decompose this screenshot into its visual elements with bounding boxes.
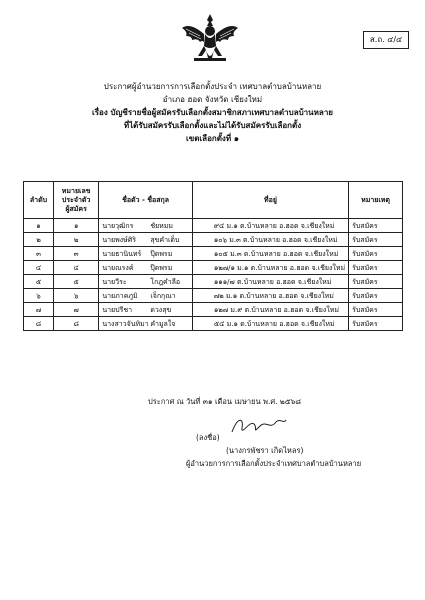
last-name: ปุ๊ดพรม xyxy=(150,249,173,258)
last-name: ดวงสุข xyxy=(150,305,172,314)
address-text: ๑๒๗/๑ ม.๑ ต.บ้านหลาย อ.ฮอด จ.เชียงใหม่ xyxy=(213,263,346,272)
row-no: ๘ xyxy=(24,317,54,331)
row-note: รับสมัคร xyxy=(349,303,403,317)
header-address: ที่อยู่ xyxy=(192,182,348,219)
row-candidate-number: ๘ xyxy=(54,317,99,331)
header-line-2: อำเภอ ฮอด จังหวัด เชียงใหม่ xyxy=(162,95,263,104)
row-name xyxy=(99,219,193,233)
row-note: รับสมัคร xyxy=(349,233,403,247)
row-name xyxy=(99,289,193,303)
signatory-name: (นางกรพัชรา เกิดไหลร) xyxy=(226,446,304,455)
header-no: ลำดับ xyxy=(24,182,54,219)
handwritten-signature xyxy=(228,410,288,440)
candidate-rows xyxy=(24,219,403,331)
address-text: ๑๒๗ ม.๙ ต.บ้านหลาย อ.ฮอด จ.เชียงใหม่ xyxy=(213,305,339,314)
row-address xyxy=(192,247,348,261)
row-candidate-number: ๖ xyxy=(54,289,99,303)
table-row xyxy=(24,317,403,331)
row-note: รับสมัคร xyxy=(349,289,403,303)
row-name xyxy=(99,247,193,261)
row-address xyxy=(192,275,348,289)
header-line-3: เรื่อง บัญชีรายชื่อผู้สมัครรับเลือกตั้งสมาชิกสภาเทศบาลตำบลบ้านหลาย xyxy=(91,108,333,117)
first-name: นางสาวจันทิมา xyxy=(102,319,149,328)
header-line-4: ที่ได้รับสมัครรับเลือกตั้งและไม่ได้รับสมัครรับเลือกตั้ง xyxy=(123,121,302,130)
last-name: ปุ๊ดพรม xyxy=(150,263,173,272)
first-name: นายวุฒิกร xyxy=(102,221,134,230)
row-no: ๒ xyxy=(24,233,54,247)
table-row xyxy=(24,275,403,289)
header-number-line-2: ประจำตัว xyxy=(61,195,91,204)
last-name: คำมูลใจ xyxy=(150,319,176,328)
row-address xyxy=(192,261,348,275)
row-note: รับสมัคร xyxy=(349,219,403,233)
row-candidate-number: ๗ xyxy=(54,303,99,317)
table-row xyxy=(24,289,403,303)
signatory-position: ผู้อำนวยการการเลือกตั้งประจำเทศบาลตำบลบ้านหลาย xyxy=(186,459,362,468)
row-name xyxy=(99,317,193,331)
row-no: ๗ xyxy=(24,303,54,317)
announcement-date: ประกาศ ณ วันที่ ๓๑ เดือน เมษายน พ.ศ. ๒๕๖๘ xyxy=(148,397,302,406)
row-name xyxy=(99,275,193,289)
first-name: นายวีระ xyxy=(102,277,127,286)
row-candidate-number: ๕ xyxy=(54,275,99,289)
address-text: ๙๔ ม.๑ ต.บ้านหลาย อ.ฮอด จ.เชียงใหม่ xyxy=(213,221,335,230)
header-number-line-1: หมายเลข xyxy=(61,186,91,195)
row-no: ๖ xyxy=(24,289,54,303)
row-address xyxy=(192,317,348,331)
row-candidate-number: ๒ xyxy=(54,233,99,247)
row-no: ๔ xyxy=(24,261,54,275)
row-note: รับสมัคร xyxy=(349,261,403,275)
row-address xyxy=(192,233,348,247)
form-code-box: ส.ถ. ๔/๔ xyxy=(363,31,409,49)
header-note: หมายเหตุ xyxy=(349,182,403,219)
address-text: ๕๔ ม.๑ ต.บ้านหลาย อ.ฮอด จ.เชียงใหม่ xyxy=(213,319,335,328)
address-text: ๑๐๖ ม.๓ ต.บ้านหลาย อ.ฮอด จ.เชียงใหม่ xyxy=(213,235,338,244)
table-row xyxy=(24,261,403,275)
signature-label: (ลงชื่อ) xyxy=(196,433,220,442)
table-row xyxy=(24,219,403,233)
candidate-table xyxy=(23,181,403,331)
garuda-emblem-icon xyxy=(180,12,240,64)
row-no: ๓ xyxy=(24,247,54,261)
row-candidate-number: ๔ xyxy=(54,261,99,275)
address-text: ๑๐๕ ม.๓ ต.บ้านหลาย อ.ฮอด จ.เชียงใหม่ xyxy=(213,249,339,258)
header-line-5: เขตเลือกตั้งที่ ๑ xyxy=(186,134,239,143)
table-row xyxy=(24,303,403,317)
document-header xyxy=(0,80,425,145)
row-address xyxy=(192,289,348,303)
row-name xyxy=(99,233,193,247)
row-note: รับสมัคร xyxy=(349,275,403,289)
row-address xyxy=(192,303,348,317)
row-no: ๑ xyxy=(24,219,54,233)
first-name: นายณรงค์ xyxy=(102,263,134,272)
row-candidate-number: ๓ xyxy=(54,247,99,261)
header-number-line-3: ผู้สมัคร xyxy=(65,204,87,213)
row-address xyxy=(192,219,348,233)
row-note: รับสมัคร xyxy=(349,317,403,331)
first-name: นายภาคภูมิ xyxy=(102,291,138,300)
last-name: ชัยหมม xyxy=(150,221,174,230)
first-name: นายปรีชา xyxy=(102,305,133,314)
first-name: นายพงษ์ศิริ xyxy=(102,235,136,244)
header-name: ชื่อตัว - ชื่อสกุล xyxy=(99,182,193,219)
last-name: สุขคำเต็บ xyxy=(150,235,180,244)
table-header-row xyxy=(24,182,403,219)
row-name xyxy=(99,303,193,317)
row-note: รับสมัคร xyxy=(349,247,403,261)
last-name: โกฎคำลือ xyxy=(150,277,181,286)
address-text: ๗๒ ม.๑ ต.บ้านหลาย อ.ฮอด จ.เชียงใหม่ xyxy=(213,291,334,300)
table-row xyxy=(24,233,403,247)
row-no: ๕ xyxy=(24,275,54,289)
row-candidate-number: ๑ xyxy=(54,219,99,233)
header-candidate-number xyxy=(54,182,99,219)
first-name: นายธานินทร์ xyxy=(102,249,142,258)
row-name xyxy=(99,261,193,275)
last-name: เจ็กกุณา xyxy=(150,291,176,300)
address-text: ๑๑๑/๗ ต.บ้านหลาย อ.ฮอด จ.เชียงใหม่ xyxy=(213,277,332,286)
header-line-1: ประกาศผู้อำนวยการการเลือกตั้งประจำ เทศบาลตำบลบ้านหลาย xyxy=(103,82,322,91)
table-row xyxy=(24,247,403,261)
